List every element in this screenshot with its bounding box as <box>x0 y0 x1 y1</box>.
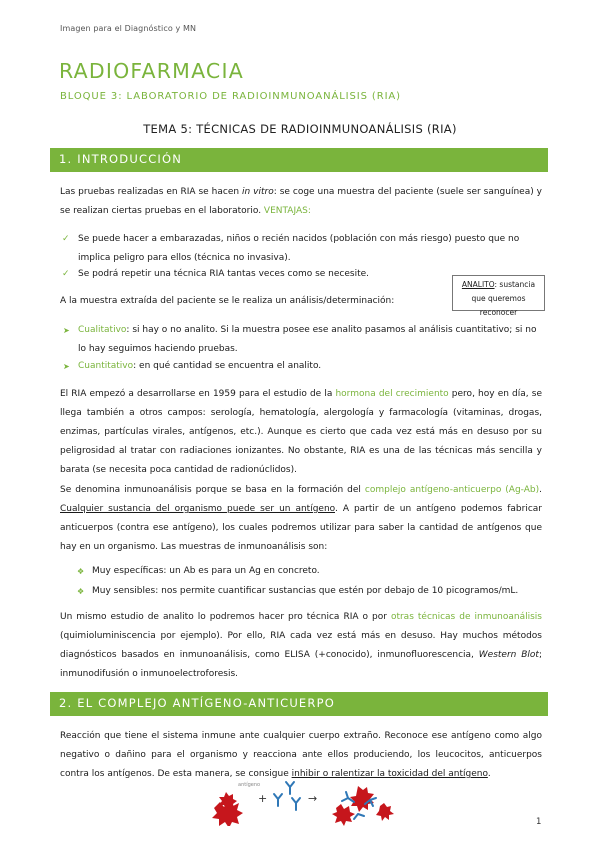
reaction-arrow: → <box>308 792 318 805</box>
complex-icon <box>332 786 394 826</box>
section-heading-introduction: 1. INTRODUCCIÓN <box>50 148 548 172</box>
methods-paragraph: Un mismo estudio de analito lo podremos hacer pro técnica RIA o por otras técnicas de inmunoanálisis (quimioluminiscencia por ejemplo). Por ello, RIA cada vez está más en desuso. Hay muchos métodos diagnósticos basados en inmunoanálisis, como ELISA (+conocido), inmunofluorescencia, Western Blot; inmunodifusión o inmunoelectroforesis. <box>60 612 542 679</box>
antigen-antibody-figure <box>208 778 398 826</box>
property-item: Muy sensibles: nos permite cuantificar sustancias que estén por debajo de 10 picogramos/mL. <box>92 586 519 596</box>
property-item: Muy específicas: un Ab es para un Ag en concreto. <box>92 566 320 576</box>
diamond-bullet-icon: ❖ <box>77 587 85 596</box>
advantage-item: Se puede hacer a embarazadas, niños o recién nacidos (población con más riesgo) puesto que no implica peligro para ellos (técnica no invasiva). <box>78 234 520 263</box>
diamond-bullet-icon: ❖ <box>77 567 85 576</box>
document-header: Imagen para el Diagnóstico y MN <box>60 24 197 33</box>
arrow-bullet-icon: ➤ <box>63 326 70 335</box>
antigen-icon <box>212 792 243 826</box>
antigen-label: antígeno <box>238 782 261 788</box>
check-icon: ✓ <box>62 269 70 279</box>
qualitative-item: Cualitativo: si hay o no analito. Si la muestra posee ese analito pasamos al análisis cuantitativo; si no lo hay seguimos haciendo pruebas. <box>78 325 537 354</box>
section-heading-complex: 2. EL COMPLEJO ANTÍGENO-ANTICUERPO <box>50 692 548 716</box>
plus-sign: + <box>258 792 268 805</box>
analysis-paragraph: A la muestra extraída del paciente se le realiza un análisis/determinación: <box>60 296 395 306</box>
quantitative-item: Cuantitativo: en qué cantidad se encuentra el analito. <box>78 361 322 371</box>
history-paragraph: El RIA empezó a desarrollarse en 1959 para el estudio de la hormona del crecimiento pero, hoy en día, se llega también a otros campos: serología, hematología, alergología y farmacología (vitaminas, drogas, enzimas, partículas virales, antígenos, etc.). Aunque es cierto que cada vez está más en desuso por su peligrosidad al tratar con radiaciones ionizantes. No obstante, RIA es una de las técnicas más sencilla y barata (se necesita poca cantidad de radionúclidos). <box>60 389 542 475</box>
document-title: RADIOFARMACIA <box>59 59 244 83</box>
complex-paragraph: Reacción que tiene el sistema inmune ante cualquier cuerpo extraño. Reconoce ese antígeno como algo negativo o dañino para el organismo y reacciona ante ellos produciendo, los leucocitos, anticuerpos contra los antígenos. De esta manera, se consigue inhibir o ralentizar la toxicidad del antígeno. <box>60 731 542 779</box>
check-icon: ✓ <box>62 234 70 244</box>
topic-title: TEMA 5: TÉCNICAS DE RADIOINMUNOANÁLISIS (RIA) <box>143 122 457 136</box>
block-subtitle: BLOQUE 3: LABORATORIO DE RADIOINMUNOANÁLISIS (RIA) <box>60 91 401 102</box>
page-number: 1 <box>536 817 542 827</box>
antibody-icon <box>274 782 300 810</box>
intro-paragraph: Las pruebas realizadas en RIA se hacen in vitro: se coge una muestra del paciente (suele ser sanguínea) y se realizan ciertas pruebas en el laboratorio. VENTAJAS: <box>60 187 543 216</box>
advantage-item: Se podrá repetir una técnica RIA tantas veces como se necesite. <box>78 269 370 279</box>
immunoassay-paragraph: Se denomina inmunoanálisis porque se basa en la formación del complejo antígeno-anticuerpo (Ag-Ab). Cualquier sustancia del organismo puede ser un antígeno. A partir de un antígeno podemos fabricar anticuerpos (contra ese antígeno), los cuales podremos utilizar para saber la cantidad de antígenos que hay en un organismo. Las muestras de inmunoanálisis son: <box>60 485 542 552</box>
analito-definition-box: ANALITO: sustancia que queremos reconocer <box>452 275 545 311</box>
arrow-bullet-icon: ➤ <box>63 362 70 371</box>
